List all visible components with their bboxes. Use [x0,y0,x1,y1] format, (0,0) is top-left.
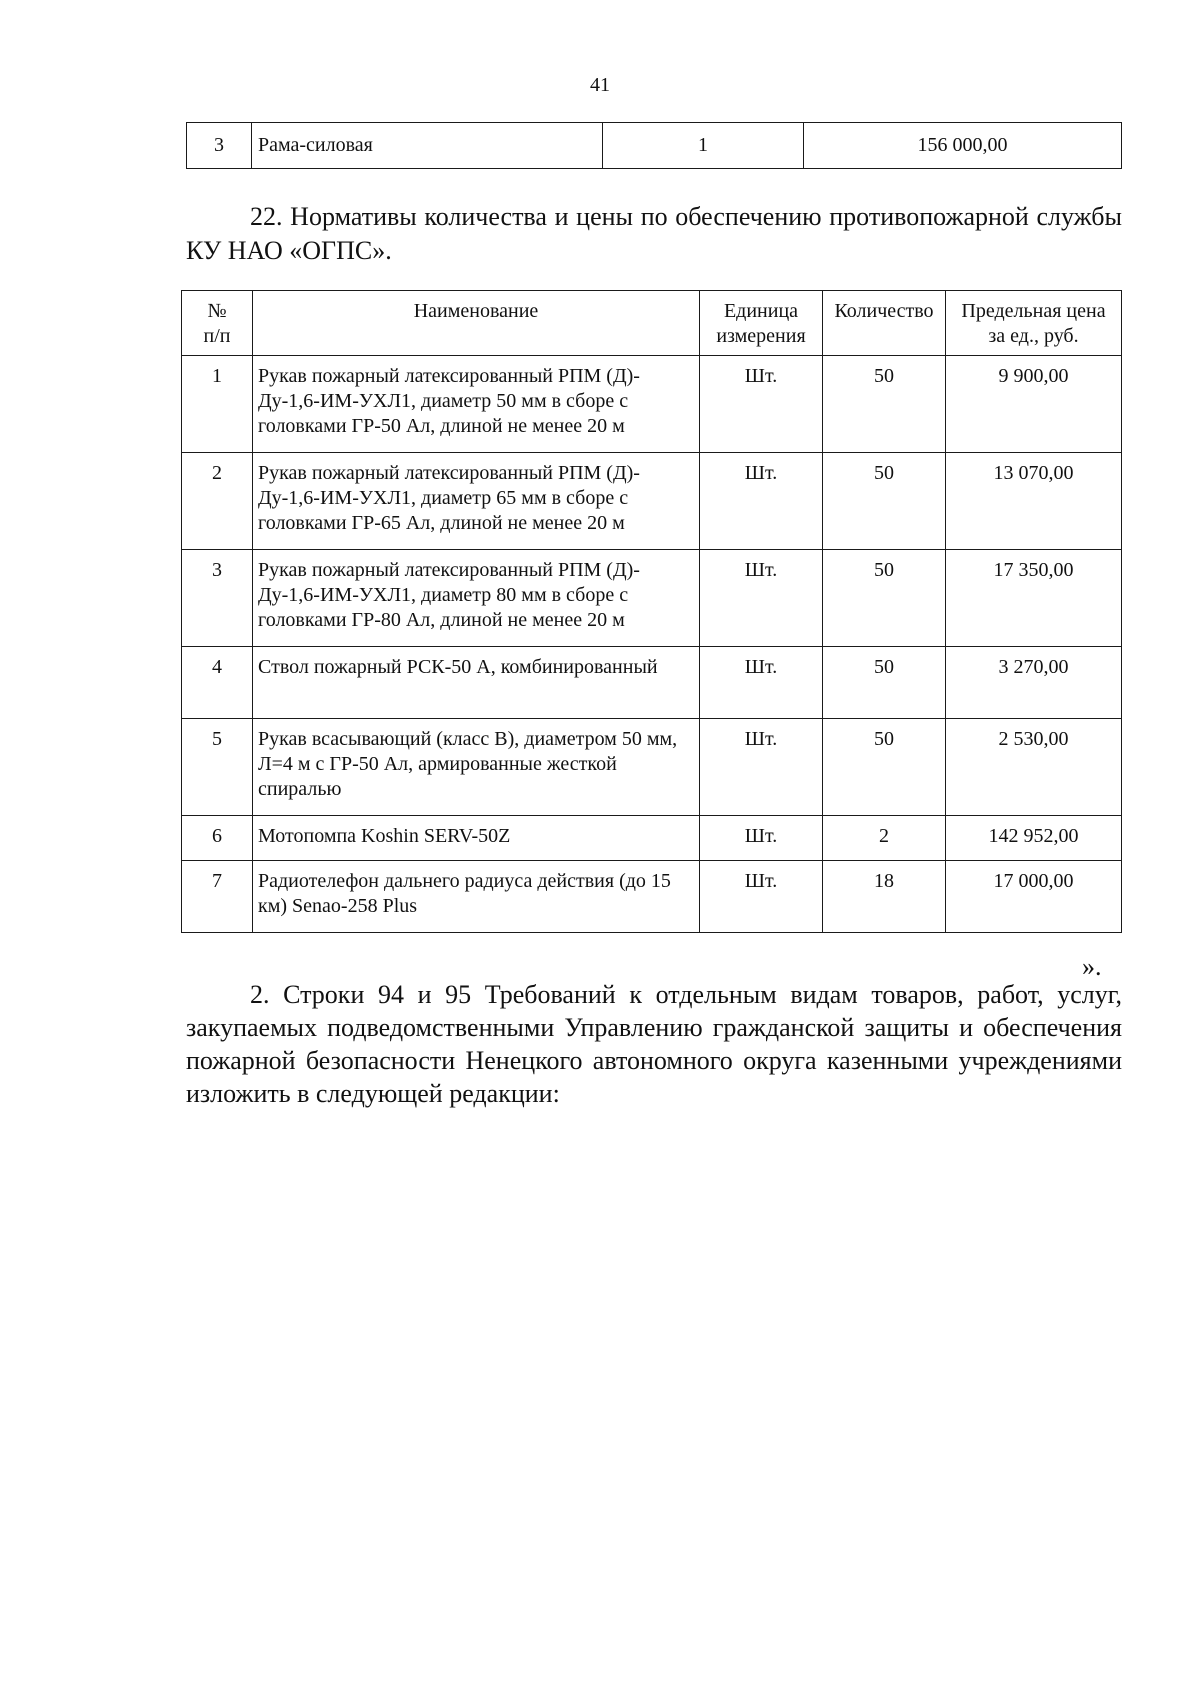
item-price: 9 900,00 [946,356,1122,453]
closing-quote: ». [1082,952,1102,981]
table-row [182,550,1122,647]
header-number: № п/п [182,291,253,356]
item-quantity: 1 [603,123,804,169]
continuation-table [186,122,1122,169]
item-price: 17 000,00 [946,861,1122,933]
item-name: Рама-силовая [252,123,603,169]
header-quantity: Количество [823,291,946,356]
row-number: 3 [182,550,253,647]
item-name: Ствол пожарный РСК-50 А, комбинированный [253,647,700,719]
item-quantity: 50 [823,647,946,719]
item-price: 2 530,00 [946,719,1122,816]
item-price: 3 270,00 [946,647,1122,719]
row-number: 5 [182,719,253,816]
header-price: Предельная цена за ед., руб. [946,291,1122,356]
item-name: Рукав пожарный латексированный РПМ (Д)-Ду-1,6-ИМ-УХЛ1, диаметр 50 мм в сборе с головками ГР-50 Ал, длиной не менее 20 м [253,356,700,453]
table-row [182,356,1122,453]
page-number: 41 [590,74,610,96]
item-unit: Шт. [700,816,823,861]
table-row [182,816,1122,861]
item-unit: Шт. [700,647,823,719]
item-name: Рукав всасывающий (класс В), диаметром 50 мм, Л=4 м с ГР-50 Ал, армированные жесткой спиралью [253,719,700,816]
item-unit: Шт. [700,453,823,550]
header-unit: Единица измерения [700,291,823,356]
table-row [182,861,1122,933]
row-number: 2 [182,453,253,550]
item-unit: Шт. [700,861,823,933]
item-quantity: 50 [823,356,946,453]
item-unit: Шт. [700,719,823,816]
item-price: 156 000,00 [804,123,1122,169]
item-quantity: 50 [823,719,946,816]
item-name: Мотопомпа Koshin SERV-50Z [253,816,700,861]
item-name: Радиотелефон дальнего радиуса действия (до 15 км) Senao-258 Plus [253,861,700,933]
amendment-paragraph: 2. Строки 94 и 95 Требований к отдельным видам товаров, работ, услуг, закупаемых подведомственными Управлению гражданской защиты и обеспечения пожарной безопасности Ненецкого автономного округа казенными учреждениями изложить в следующей редакции: [186,980,1122,1108]
item-name: Рукав пожарный латексированный РПМ (Д)-Ду-1,6-ИМ-УХЛ1, диаметр 80 мм в сборе с головками ГР-80 Ал, длиной не менее 20 м [253,550,700,647]
item-price: 142 952,00 [946,816,1122,861]
table-row [182,647,1122,719]
item-quantity: 50 [823,550,946,647]
item-price: 13 070,00 [946,453,1122,550]
row-number: 7 [182,861,253,933]
item-price: 17 350,00 [946,550,1122,647]
item-quantity: 18 [823,861,946,933]
item-quantity: 2 [823,816,946,861]
table-row [187,123,1122,169]
row-number: 6 [182,816,253,861]
table-header-row [182,291,1122,356]
row-number: 3 [187,123,252,169]
item-name: Рукав пожарный латексированный РПМ (Д)-Ду-1,6-ИМ-УХЛ1, диаметр 65 мм в сборе с головками ГР-65 Ал, длиной не менее 20 м [253,453,700,550]
table-row [182,719,1122,816]
item-unit: Шт. [700,356,823,453]
item-quantity: 50 [823,453,946,550]
row-number: 1 [182,356,253,453]
section-heading: 22. Нормативы количества и цены по обеспечению противопожарной службы КУ НАО «ОГПС». [186,202,1122,265]
row-number: 4 [182,647,253,719]
header-name: Наименование [253,291,700,356]
item-unit: Шт. [700,550,823,647]
fire-service-norms-table [181,290,1122,933]
table-row [182,453,1122,550]
